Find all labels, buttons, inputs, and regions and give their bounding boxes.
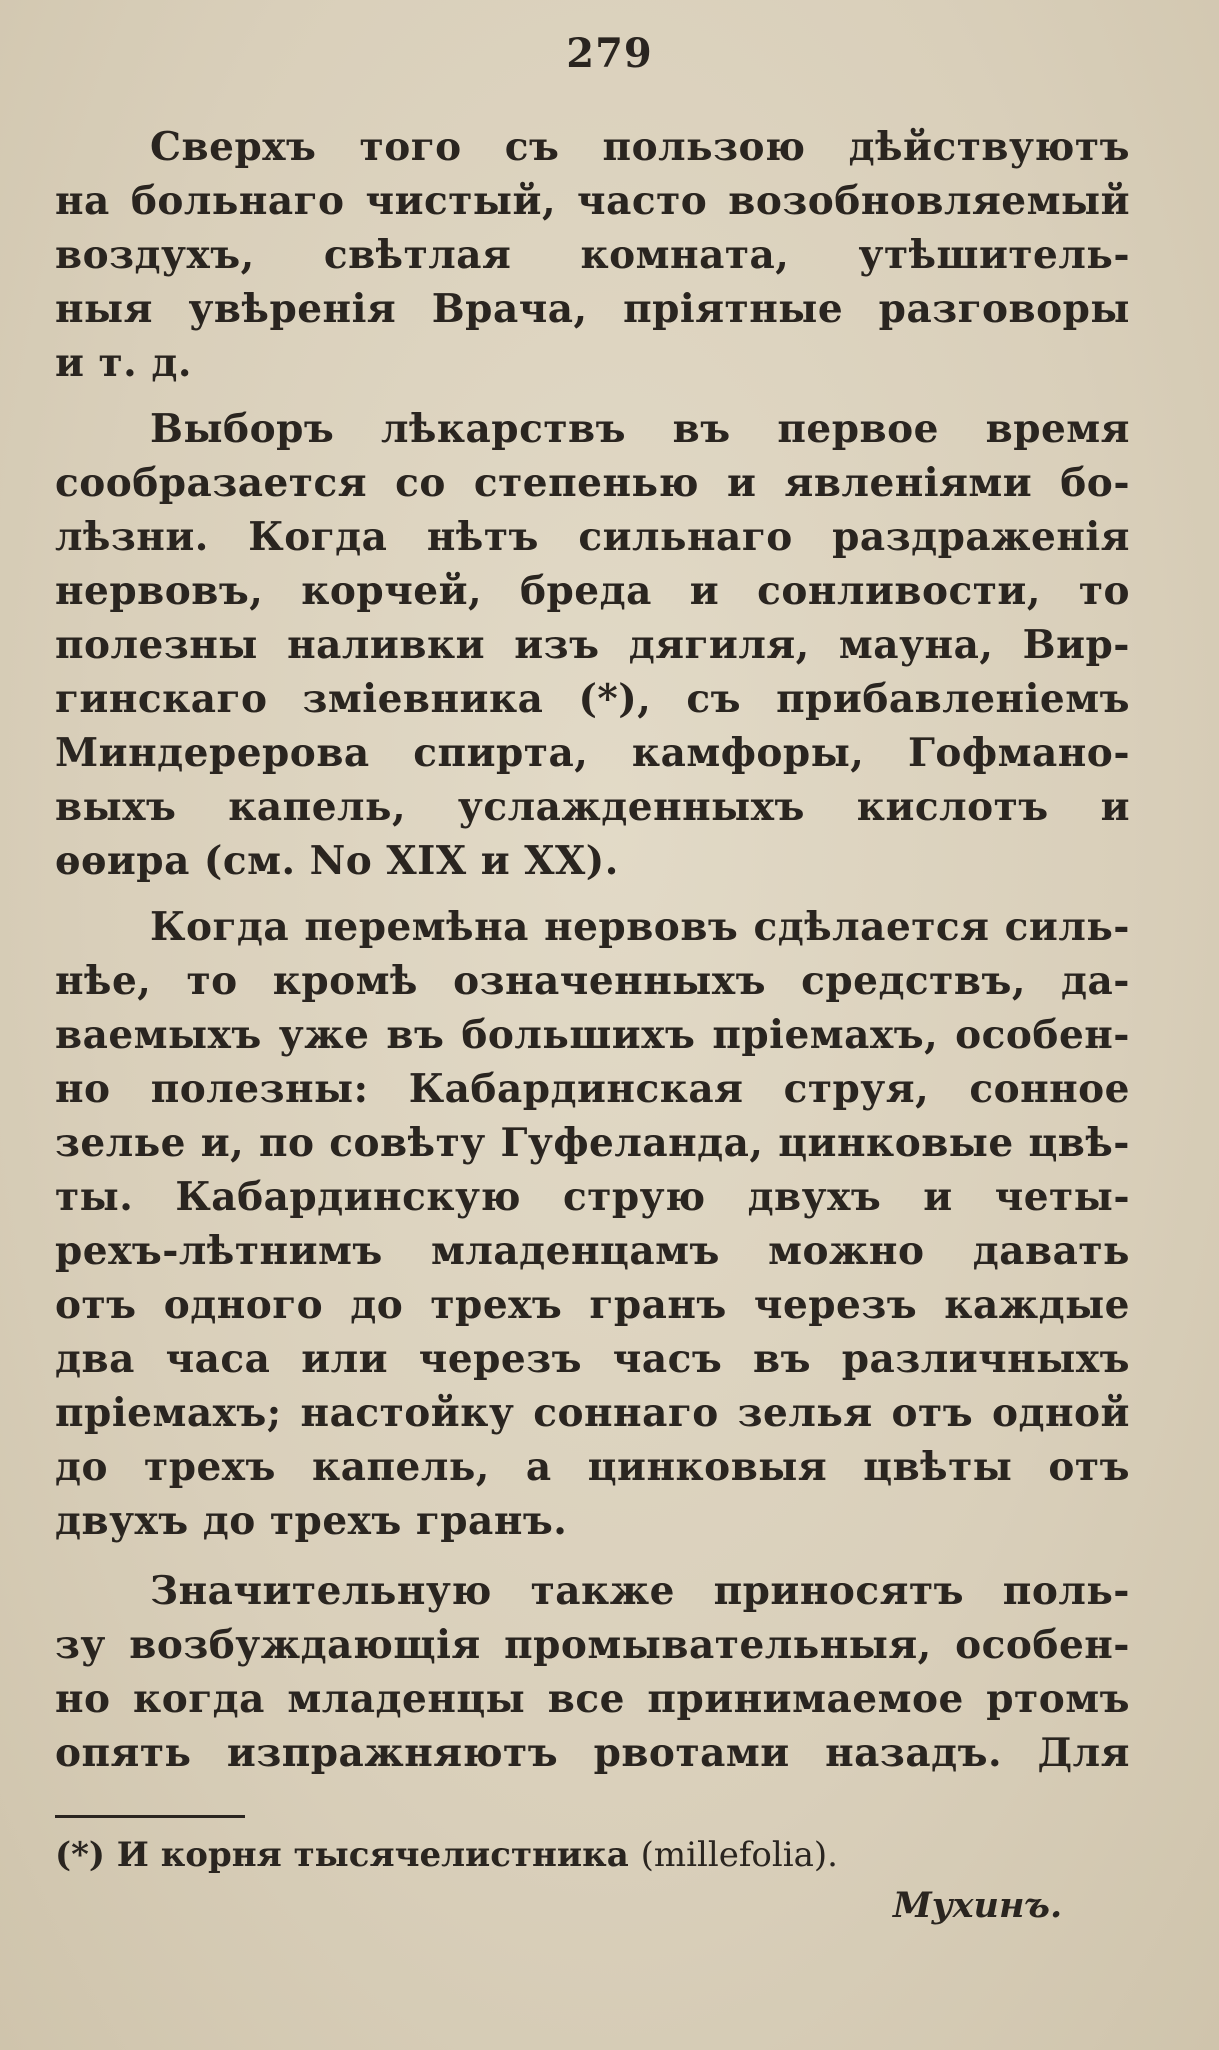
paragraph-line: Миндерерова спирта, камфоры, Гофмано-	[55, 730, 1130, 776]
paragraph-1	[55, 120, 1130, 390]
paragraph-line: но полезны: Кабардинская струя, сонное	[55, 1066, 1130, 1112]
paragraph-line: зу возбуждающія промывательныя, особен-	[55, 1622, 1130, 1668]
paragraph-line: сообразается со степенью и явленіями бо-	[55, 460, 1130, 506]
paragraph-line: ѳѳира (см. No XIX и XX).	[55, 838, 619, 884]
paragraph-line: отъ одного до трехъ гранъ черезъ каждые	[55, 1282, 1130, 1328]
page-number: 279	[566, 30, 653, 77]
footnote-divider	[55, 1815, 245, 1818]
paragraph-line: двухъ до трехъ гранъ.	[55, 1498, 568, 1544]
paragraph-line: лѣзни. Когда нѣтъ сильнаго раздраженія	[55, 514, 1130, 560]
paragraph-line: Значительную также приносятъ поль-	[150, 1568, 1130, 1614]
paragraph-line: воздухъ, свѣтлая комната, утѣшитель-	[55, 232, 1130, 278]
paragraph-line: выхъ капель, услажденныхъ кислотъ и	[55, 784, 1130, 830]
paragraph-line: ваемыхъ уже въ большихъ пріемахъ, особен-	[55, 1012, 1130, 1058]
paragraph-line: Когда перемѣна нервовъ сдѣлается силь-	[150, 904, 1130, 950]
paragraph-line: нѣе, то кромѣ означенныхъ средствъ, да-	[55, 958, 1130, 1004]
footnote	[55, 1830, 838, 1880]
signature: Мухинъ.	[893, 1885, 1063, 1926]
paragraph-line: зелье и, по совѣту Гуфеланда, цинковые цвѣ-	[55, 1120, 1130, 1166]
footnote-latin: (millefolia).	[640, 1835, 838, 1875]
paragraph-line: Выборъ лѣкарствъ въ первое время	[150, 406, 1130, 452]
paragraph-line: опять изпражняютъ рвотами назадъ. Для	[55, 1730, 1130, 1776]
paragraph-line: но когда младенцы все принимаемое ртомъ	[55, 1676, 1130, 1722]
paragraph-line: ныя увѣренія Врача, пріятные разговоры	[55, 286, 1130, 332]
paragraph-2	[55, 402, 1130, 888]
footnote-text: (*) И корня тысячелистника	[55, 1835, 629, 1875]
paragraph-4	[55, 1564, 1130, 1780]
paragraph-line: до трехъ капель, а цинковыя цвѣты отъ	[55, 1444, 1130, 1490]
paragraph-line: нервовъ, корчей, бреда и сонливости, то	[55, 568, 1130, 614]
paragraph-line: полезны наливки изъ дягиля, мауна, Вир-	[55, 622, 1130, 668]
paragraph-line: пріемахъ; настойку соннаго зелья отъ одной	[55, 1390, 1130, 1436]
paragraph-line: Сверхъ того съ пользою дѣйствуютъ	[150, 124, 1130, 170]
paragraph-line: гинскаго зміевника (*), съ прибавленіемъ	[55, 676, 1130, 722]
paragraph-line: два часа или черезъ часъ въ различныхъ	[55, 1336, 1130, 1382]
paragraph-3	[55, 900, 1130, 1548]
paragraph-line: на больнаго чистый, часто возобновляемый	[55, 178, 1130, 224]
paragraph-line: рехъ-лѣтнимъ младенцамъ можно давать	[55, 1228, 1130, 1274]
paragraph-line: ты. Кабардинскую струю двухъ и четы-	[55, 1174, 1130, 1220]
paragraph-line: и т. д.	[55, 340, 192, 386]
